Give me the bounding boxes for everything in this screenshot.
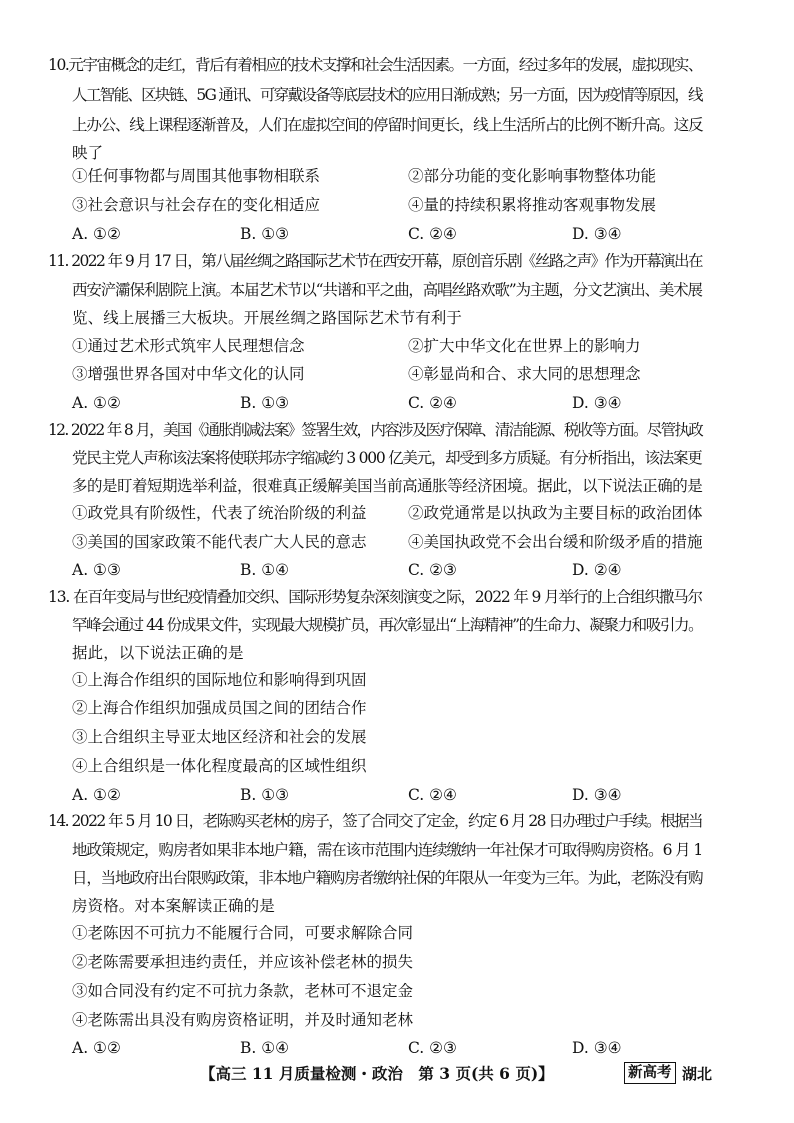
question-10-statement-2: ②部分功能的变化影响事物整体功能 [408,167,657,185]
question-10-choice-a[interactable]: A. ①② [72,225,121,243]
question-13-choice-a[interactable]: A. ①② [72,786,121,804]
question-13-statement-2: ②上海合作组织加强成员国之间的团结合作 [72,699,367,717]
question-10-choice-c[interactable]: C. ②④ [408,225,457,243]
question-14-stem-line-1: 14. 2022 年 5 月 10 日，老陈购买老林的房子，签了合同交了定金，约定 6 月 28 日办理过户手续。根据当 [48,812,703,830]
question-11-choice-d[interactable]: D. ③④ [572,394,622,412]
question-14-choice-d[interactable]: D. ③④ [572,1039,622,1057]
question-11-stem-line-2: 西安浐灞保利剧院上演。本届艺术节以“共谱和平之曲，高唱丝路欢歌”为主题，分文艺演出、美术展 [72,281,702,299]
question-12-statement-2: ②政党通常是以执政为主要目标的政治团体 [408,504,703,522]
question-10-statement-1: ①任何事物都与周围其他事物相联系 [72,167,321,185]
question-11-stem-line-3: 览、线上展播三大板块。开展丝绸之路国际艺术节有利于 [72,309,463,327]
question-12-stem-line-2: 党民主党人声称该法案将使联邦赤字缩减约 3 000 亿美元，却受到多方质疑。有分析指出，该法案更 [72,449,702,467]
question-13-choice-c[interactable]: C. ②④ [408,786,457,804]
question-14-statement-1: ①老陈因不可抗力不能履行合同，可要求解除合同 [72,924,414,942]
question-12-statement-1: ①政党具有阶级性，代表了统治阶级的利益 [72,504,367,522]
question-14-statement-2: ②老陈需要承担违约责任，并应该补偿老林的损失 [72,953,414,971]
exam-badge: 新高考 [624,1062,676,1084]
question-10-statement-3: ③社会意识与社会存在的变化相适应 [72,196,321,214]
question-10-statement-4: ④量的持续积累将推动客观事物发展 [408,196,657,214]
question-10-stem-line-4: 映了 [72,144,104,162]
question-13-choice-d[interactable]: D. ③④ [572,786,622,804]
region-label: 湖北 [682,1065,713,1083]
question-12-stem-line-1: 12. 2022 年 8 月，美国《通胀削减法案》签署生效，内容涉及医疗保障、清洁能源、税收等方面。尽管执政 [48,421,703,439]
question-14-choice-b[interactable]: B. ①④ [240,1039,290,1057]
question-14-stem-line-2: 地政策规定，购房者如果非本地户籍，需在该市范围内连续缴纳一年社保才可取得购房资格。6 月 1 [72,841,703,859]
question-10-stem-line-2: 人工智能、区块链、5G 通讯、可穿戴设备等底层技术的应用日渐成熟；另一方面，因为疫情等原因，线 [72,86,702,104]
question-12-choice-d[interactable]: D. ②④ [572,561,622,579]
question-10-choice-b[interactable]: B. ①③ [240,225,290,243]
question-11-statement-3: ③增强世界各国对中华文化的认同 [72,365,305,383]
question-14-choice-a[interactable]: A. ①② [72,1039,121,1057]
question-13-statement-3: ③上合组织主导亚太地区经济和社会的发展 [72,728,367,746]
question-11-choice-c[interactable]: C. ②④ [408,394,457,412]
question-13-stem-line-1: 13. 在百年变局与世纪疫情叠加交织、国际形势复杂深刻演变之际，2022 年 9 月举行的上合组织撒马尔 [48,588,702,606]
question-13-statement-1: ①上海合作组织的国际地位和影响得到巩固 [72,671,367,689]
question-10-stem-line-3: 上办公、线上课程逐渐普及，人们在虚拟空间的停留时间更长，线上生活所占的比例不断升高。这反 [72,116,703,134]
question-11-choice-b[interactable]: B. ①③ [240,394,290,412]
question-12-choice-c[interactable]: C. ②③ [408,561,457,579]
question-11-statement-1: ①通过艺术形式筑牢人民理想信念 [72,337,305,355]
question-13-choice-b[interactable]: B. ①③ [240,786,290,804]
question-14-stem-line-3: 日，当地政府出台限购政策，非本地户籍购房者缴纳社保的年限从一年变为三年。为此，老陈没有购 [72,869,703,887]
page-footer: 【高三 11 月质量检测・政治 第 3 页(共 6 页)】 [200,1064,554,1083]
question-12-statement-3: ③美国的国家政策不能代表广大人民的意志 [72,533,367,551]
question-11-statement-4: ④彰显尚和合、求大同的思想理念 [408,365,641,383]
question-10-choice-d[interactable]: D. ③④ [572,225,622,243]
question-12-choice-a[interactable]: A. ①③ [72,561,121,579]
question-14-statement-4: ④老陈需出具没有购房资格证明，并及时通知老林 [72,1011,414,1029]
question-10-stem-line-1: 10.元宇宙概念的走红，背后有着相应的技术支撑和社会生活因素。一方面，经过多年的发展，虚拟现实、 [48,56,702,74]
question-12-statement-4: ④美国执政党不会出台缓和阶级矛盾的措施 [408,533,703,551]
question-14-choice-c[interactable]: C. ②③ [408,1039,457,1057]
question-14-stem-line-4: 房资格。对本案解读正确的是 [72,897,275,915]
question-11-choice-a[interactable]: A. ①② [72,394,121,412]
question-13-stem-line-2: 罕峰会通过 44 份成果文件，实现最大规模扩员，再次彰显出“上海精神”的生命力、凝聚力和吸引力。 [72,616,703,634]
question-14-statement-3: ③如合同没有约定不可抗力条款，老林可不退定金 [72,982,414,1000]
question-12-choice-b[interactable]: B. ①④ [240,561,290,579]
question-13-stem-line-3: 据此，以下说法正确的是 [72,644,244,662]
question-13-statement-4: ④上合组织是一体化程度最高的区域性组织 [72,757,367,775]
question-11-stem-line-1: 11. 2022 年 9 月 17 日，第八届丝绸之路国际艺术节在西安开幕，原创音乐剧《丝路之声》作为开幕演出在 [48,252,702,270]
question-11-statement-2: ②扩大中华文化在世界上的影响力 [408,337,641,355]
question-12-stem-line-3: 多的是盯着短期选举利益，很难真正缓解美国当前高通胀等经济困境。据此，以下说法正确的是 [72,477,703,495]
